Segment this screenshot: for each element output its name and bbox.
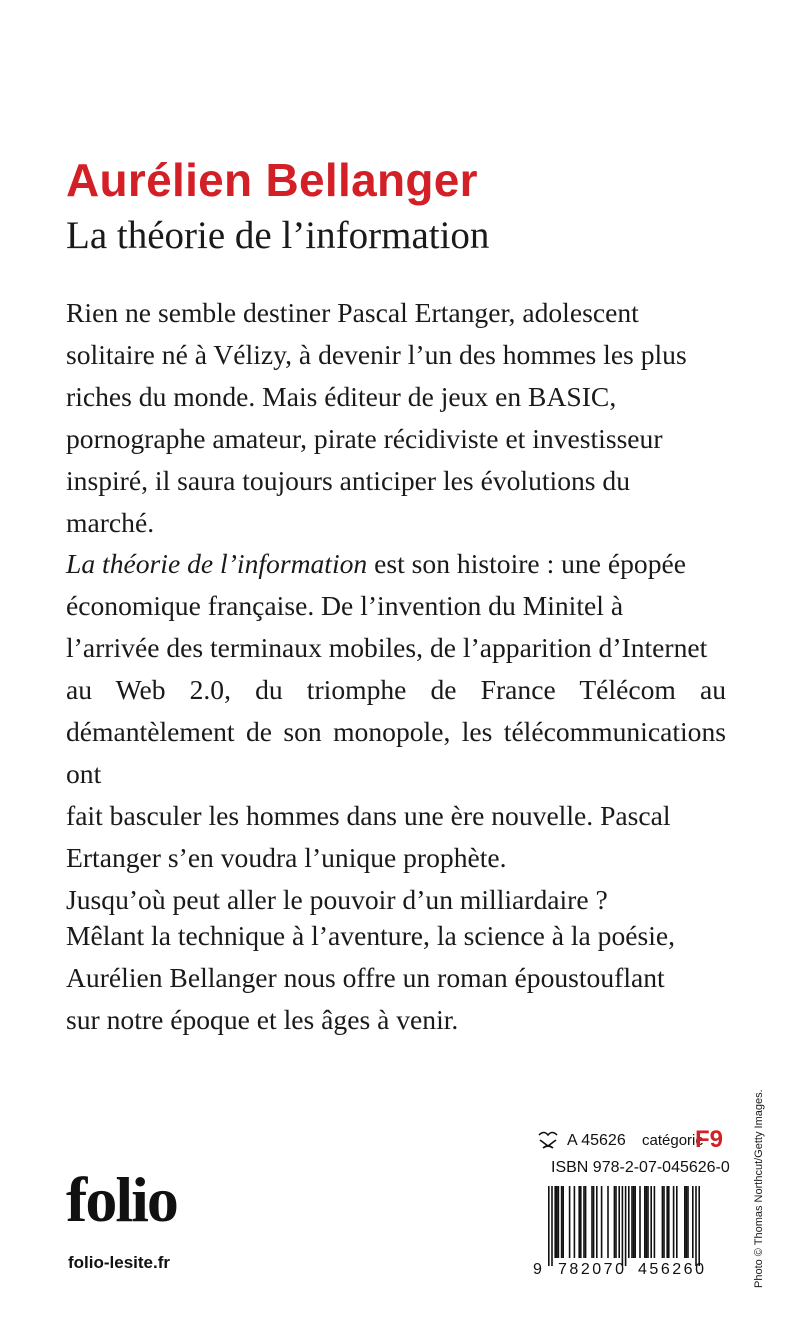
- barcode-bar: [686, 1186, 688, 1258]
- reference-number: A 45626: [567, 1132, 626, 1149]
- barcode-bar: [625, 1186, 627, 1266]
- barcode-bar: [633, 1186, 635, 1258]
- text-line-wrapped: au Web 2.0, du triomphe de France Télécom au démantèlement de son monopole, les télécommunications ont: [66, 674, 726, 789]
- barcode-bar: [668, 1186, 670, 1258]
- publisher-emblem-icon: [537, 1130, 559, 1150]
- text-line: Aurélien Bellanger nous offre un roman époustouflant: [66, 961, 665, 993]
- text-line: inspiré, il saura toujours anticiper les évolutions du: [66, 464, 631, 496]
- barcode-bar: [692, 1186, 694, 1258]
- category-code: F9: [695, 1126, 724, 1153]
- barcode-bar: [591, 1186, 593, 1258]
- barcode-bar: [684, 1186, 686, 1258]
- barcode-bar: [569, 1186, 571, 1258]
- barcode-bar: [554, 1186, 556, 1258]
- barcode-left-digits: 782070: [558, 1261, 624, 1276]
- pitch-paragraph: [66, 915, 726, 1041]
- folio-logo: folio: [66, 1164, 177, 1235]
- barcode-bar: [695, 1186, 697, 1266]
- book-title: La théorie de l’information: [66, 214, 490, 257]
- text-line: pornographe amateur, pirate récidiviste et investisseur: [66, 422, 663, 454]
- barcode-bar: [601, 1186, 603, 1258]
- barcode-bar: [622, 1186, 624, 1266]
- text-line: Jusqu’où peut aller le pouvoir d’un milliardaire ?: [66, 883, 608, 915]
- italic-book-title: La théorie de l’information: [66, 548, 368, 580]
- barcode-bar: [639, 1186, 641, 1258]
- barcode-bar: [663, 1186, 665, 1258]
- author-name: Aurélien Bellanger: [66, 154, 478, 206]
- barcode-bar: [676, 1186, 678, 1258]
- text-line: économique française. De l’invention du Minitel à: [66, 590, 624, 622]
- barcode-bar: [574, 1186, 576, 1258]
- text-line: sur notre époque et les âges à venir.: [66, 1003, 459, 1035]
- barcode-bar: [644, 1186, 646, 1258]
- barcode-bar: [558, 1186, 560, 1258]
- barcode-bar: [634, 1186, 636, 1258]
- text-line: Mêlant la technique à l’aventure, la science à la poésie,: [66, 920, 676, 951]
- barcode-bar: [666, 1186, 668, 1258]
- barcode-bar: [628, 1186, 630, 1258]
- barcode-bar: [551, 1186, 553, 1266]
- barcode-bar: [654, 1186, 656, 1258]
- barcode-bar: [580, 1186, 582, 1258]
- text-line: [66, 543, 726, 585]
- text-line: marché.: [66, 506, 155, 538]
- barcode-bar: [618, 1186, 620, 1258]
- barcode-bar: [578, 1186, 580, 1258]
- barcode-right-digits: 456260: [638, 1261, 704, 1276]
- barcode-first-digit: 9: [533, 1261, 542, 1276]
- barcode-bar: [607, 1186, 609, 1258]
- summary-text: [66, 292, 726, 921]
- isbn-number: ISBN 978-2-07-045626-0: [551, 1159, 730, 1176]
- catalog-reference: [537, 1128, 723, 1154]
- barcode-bar: [647, 1186, 649, 1258]
- text-line: Ertanger s’en voudra l’unique prophète.: [66, 841, 507, 873]
- text-line: solitaire né à Vélizy, à devenir l’un des hommes les plus: [66, 338, 687, 370]
- summary-paragraph: [66, 292, 726, 543]
- text-line: fait basculer les hommes dans une ère nouvelle. Pascal: [66, 799, 671, 831]
- barcode-bar: [562, 1186, 564, 1258]
- text-fragment: est son histoire : une épopée: [367, 548, 687, 580]
- barcode-bar: [585, 1186, 587, 1258]
- barcode-bar: [646, 1186, 648, 1258]
- barcode-bar: [561, 1186, 563, 1258]
- barcode-bar: [698, 1186, 700, 1266]
- pitch-text: [66, 915, 726, 1041]
- barcode-bar: [650, 1186, 652, 1258]
- barcode-bar: [593, 1186, 595, 1258]
- barcode-bar: [673, 1186, 675, 1258]
- publisher-website: folio-lesite.fr: [68, 1253, 171, 1272]
- barcode: [532, 1186, 722, 1276]
- barcode-bar: [631, 1186, 633, 1258]
- barcode-bar: [687, 1186, 689, 1258]
- barcode-bars: [548, 1186, 700, 1266]
- barcode-bar: [614, 1186, 616, 1258]
- text-line: l’arrivée des terminaux mobiles, de l’apparition d’Internet: [66, 632, 708, 664]
- category-label: catégorie: [642, 1132, 704, 1149]
- text-line: riches du monde. Mais éditeur de jeux en BASIC,: [66, 380, 617, 412]
- barcode-bar: [548, 1186, 550, 1266]
- barcode-bar: [615, 1186, 617, 1258]
- barcode-bar: [583, 1186, 585, 1258]
- barcode-bar: [662, 1186, 664, 1258]
- barcode-bar: [596, 1186, 598, 1258]
- photo-credit: Photo © Thomas Northcut/Getty Images.: [753, 1089, 765, 1288]
- text-line: Rien ne semble destiner Pascal Ertanger, adolescent: [66, 297, 639, 328]
- barcode-bar: [556, 1186, 558, 1258]
- story-paragraph: [66, 543, 726, 920]
